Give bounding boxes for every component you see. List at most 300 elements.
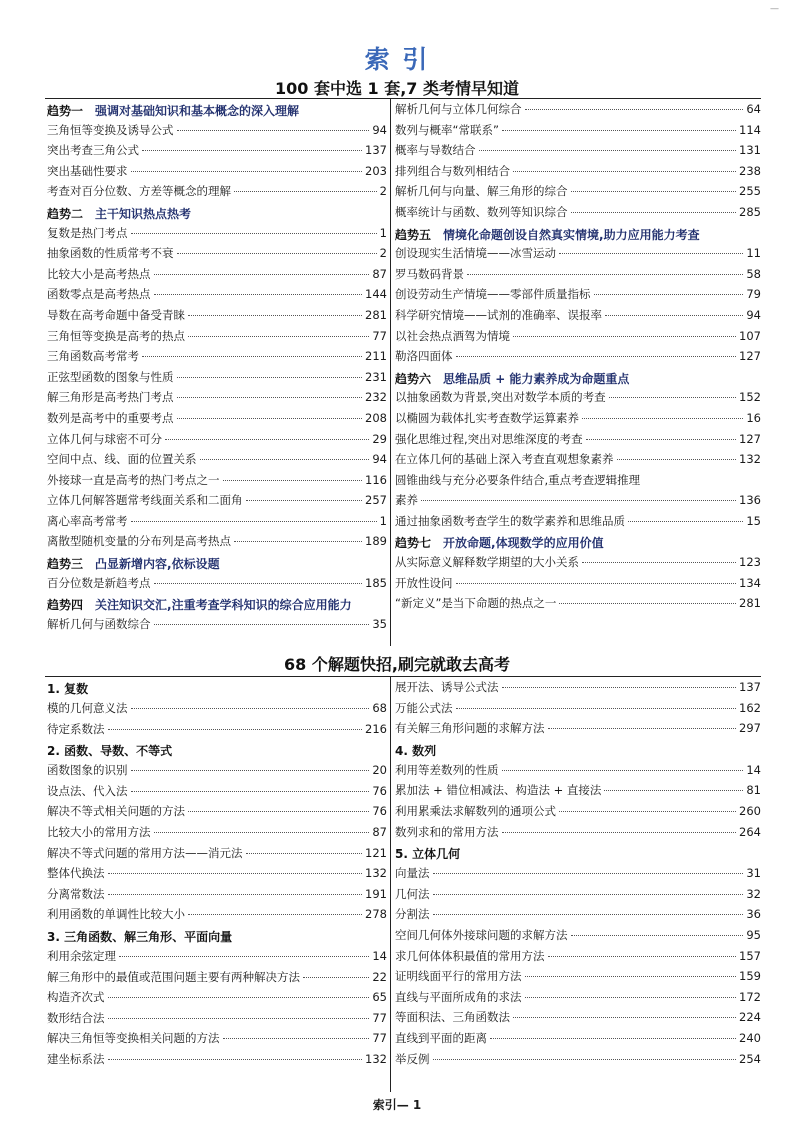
- index-entry: [395, 245, 761, 266]
- page-number: 144: [365, 287, 387, 302]
- entry-title: 科学研究情境——试剂的准确率、误报率: [395, 307, 602, 322]
- leader-dots: [177, 377, 363, 378]
- leader-dots: [234, 191, 377, 192]
- index-entry: [395, 679, 761, 700]
- page-number: 285: [739, 204, 761, 219]
- leader-dots: [456, 583, 737, 584]
- entry-title: 创设劳动生产情境——零部件质量指标: [395, 287, 591, 302]
- page-number: 58: [746, 266, 761, 281]
- leader-dots: [617, 459, 737, 460]
- index-entry: [47, 803, 387, 824]
- leader-dots: [154, 832, 370, 833]
- index-entry: [47, 513, 387, 534]
- page-number: 240: [739, 1030, 761, 1045]
- leader-dots: [154, 624, 370, 625]
- leader-dots: [154, 294, 363, 295]
- index-entry: [47, 492, 387, 513]
- index-entry: [395, 348, 761, 369]
- page-number: 116: [365, 472, 387, 487]
- page-number: 87: [372, 824, 387, 839]
- page-number: 157: [739, 948, 761, 963]
- leader-dots: [571, 191, 737, 192]
- leader-dots: [131, 791, 370, 792]
- leader-dots: [188, 811, 369, 812]
- leader-dots: [177, 253, 377, 254]
- index-entry: [395, 451, 761, 472]
- entry-title: 导数在高考命题中备受青睐: [47, 307, 185, 322]
- index-entry: [395, 824, 761, 845]
- trend-heading: [47, 595, 387, 616]
- page-number: 137: [365, 143, 387, 158]
- page-number: 162: [739, 700, 761, 715]
- entry-title: 正弦型函数的图象与性质: [47, 369, 174, 384]
- entry-title: 万能公式法: [395, 700, 453, 715]
- entry-title: 举反例: [395, 1051, 430, 1066]
- page-number: 65: [372, 990, 387, 1005]
- entry-title: 数列与概率“常联系”: [395, 122, 499, 137]
- trend-number: 趋势三: [47, 557, 84, 572]
- index-entry: [47, 721, 387, 742]
- leader-dots: [559, 603, 736, 604]
- page-number: 137: [739, 680, 761, 694]
- trend-number: 趋势六: [395, 371, 432, 386]
- entry-title: 创设现实生活情境——冰雪运动: [395, 246, 556, 261]
- leader-dots: [131, 521, 377, 522]
- leader-dots: [609, 397, 736, 398]
- page-number: 189: [365, 534, 387, 549]
- index-entry: [47, 762, 387, 783]
- leader-dots: [582, 562, 736, 563]
- trend-heading: [395, 533, 761, 554]
- page-number: 76: [372, 804, 387, 819]
- page-number: 121: [365, 845, 387, 860]
- leader-dots: [200, 459, 370, 460]
- page-number: 152: [739, 390, 761, 405]
- entry-title: 利用等差数列的性质: [395, 762, 499, 777]
- index-entry: [47, 783, 387, 804]
- index-entry: [47, 906, 387, 927]
- part1-right-column: [395, 101, 761, 616]
- leader-dots: [456, 708, 737, 709]
- page-number: 77: [372, 1010, 387, 1025]
- trend-heading: [47, 554, 387, 575]
- leader-dots: [433, 914, 744, 915]
- index-entry: [47, 886, 387, 907]
- entry-title: 离散型随机变量的分布列是高考热点: [47, 534, 231, 549]
- index-entry-line: [395, 472, 761, 493]
- entry-title: 三角函数高考常考: [47, 349, 139, 364]
- index-entry: [395, 886, 761, 907]
- leader-dots: [246, 853, 363, 854]
- entry-title: 分割法: [395, 907, 430, 922]
- page-number: 87: [372, 266, 387, 281]
- entry-title: 以椭圆为载体扎实考查数学运算素养: [395, 410, 579, 425]
- leader-dots: [131, 233, 377, 234]
- page-number: 185: [365, 575, 387, 590]
- entry-title: 突出考查三角公式: [47, 143, 139, 158]
- page-number: 16: [746, 410, 761, 425]
- entry-title: 设点法、代入法: [47, 783, 128, 798]
- trend-title: 关注知识交汇,注重考查学科知识的综合应用能力: [95, 598, 352, 613]
- leader-dots: [108, 997, 370, 998]
- trend-title: 情境化命题创设自然真实情境,助力应用能力考查: [443, 227, 700, 242]
- entry-title: 直线与平面所成角的求法: [395, 989, 522, 1004]
- index-entry: [395, 286, 761, 307]
- leader-dots: [154, 583, 363, 584]
- trend-title: 凸显新增内容,依标设题: [95, 557, 220, 572]
- entry-title: 求几何体体积最值的常用方法: [395, 948, 545, 963]
- page-number: 77: [372, 1031, 387, 1046]
- entry-title: 函数图象的识别: [47, 763, 128, 778]
- page-number: 203: [365, 163, 387, 178]
- entry-title: 解决不等式相关问题的方法: [47, 804, 185, 819]
- divider: [45, 98, 761, 99]
- index-entry: [47, 266, 387, 287]
- index-entry: [395, 307, 761, 328]
- index-entry: [395, 1030, 761, 1051]
- leader-dots: [188, 914, 362, 915]
- trend-title: 思维品质 + 能力素养成为命题重点: [443, 371, 630, 386]
- page-number: 35: [372, 616, 387, 631]
- index-entry: [47, 451, 387, 472]
- entry-title: 等面积法、三角函数法: [395, 1010, 510, 1025]
- entry-title: 排列组合与数列相结合: [395, 163, 510, 178]
- entry-title: 数列求和的常用方法: [395, 824, 499, 839]
- entry-title: 复数是热门考点: [47, 225, 128, 240]
- page-number: 281: [739, 596, 761, 611]
- leader-dots: [594, 294, 744, 295]
- page-number: 232: [365, 390, 387, 405]
- index-entry: [47, 245, 387, 266]
- index-entry: [47, 865, 387, 886]
- index-entry: [47, 969, 387, 990]
- page-number: 107: [739, 328, 761, 343]
- page-number: 64: [746, 102, 761, 116]
- page-number: 297: [739, 721, 761, 736]
- index-entry: [395, 163, 761, 184]
- index-entry: [47, 824, 387, 845]
- entry-title: 以抽象函数为背景,突出对数学本质的考查: [395, 390, 606, 405]
- index-entry: [395, 328, 761, 349]
- index-entry: [47, 948, 387, 969]
- index-entry: [395, 492, 761, 513]
- leader-dots: [303, 977, 369, 978]
- entry-title: 数列是高考中的重要考点: [47, 410, 174, 425]
- page-number: 131: [739, 143, 761, 158]
- page-number: 94: [746, 307, 761, 322]
- entry-title: 整体代换法: [47, 866, 105, 881]
- leader-dots: [559, 811, 736, 812]
- page-number: 136: [739, 493, 761, 508]
- index-entry: [395, 389, 761, 410]
- entry-title: 构造齐次式: [47, 990, 105, 1005]
- index-entry: [47, 286, 387, 307]
- divider: [45, 676, 761, 677]
- entry-title: 在立体几何的基础上深入考查直观想象素养: [395, 452, 614, 467]
- index-entry: [47, 616, 387, 637]
- index-entry: [395, 906, 761, 927]
- entry-title: 突出基础性要求: [47, 163, 128, 178]
- entry-title: 考查对百分位数、方差等概念的理解: [47, 184, 231, 199]
- index-entry: [395, 968, 761, 989]
- page-number: 95: [746, 927, 761, 942]
- index-entry: [47, 389, 387, 410]
- index-entry: [395, 762, 761, 783]
- page-number: 68: [372, 701, 387, 715]
- leader-dots: [108, 894, 363, 895]
- leader-dots: [177, 130, 370, 131]
- trend-number: 趋势五: [395, 227, 432, 242]
- index-entry: [395, 989, 761, 1010]
- leader-dots: [108, 1059, 363, 1060]
- page-number: 191: [365, 886, 387, 901]
- index-entry: [395, 575, 761, 596]
- page-number: 77: [372, 328, 387, 343]
- leader-dots: [433, 1059, 737, 1060]
- entry-title: 比较大小的常用方法: [47, 824, 151, 839]
- page-number: 281: [365, 307, 387, 322]
- page-number: 172: [739, 989, 761, 1004]
- leader-dots: [513, 171, 736, 172]
- page-number: 260: [739, 803, 761, 818]
- index-entry: [395, 183, 761, 204]
- page-number: 14: [746, 762, 761, 777]
- part1-left-column: [47, 101, 387, 636]
- leader-dots: [223, 480, 363, 481]
- index-entry: [395, 782, 761, 803]
- index-entry: [395, 803, 761, 824]
- trend-heading: [47, 204, 387, 225]
- page-number: 11: [746, 246, 761, 261]
- entry-title: 解析几何与函数综合: [47, 616, 151, 631]
- page-number: 238: [739, 163, 761, 178]
- leader-dots: [131, 770, 370, 771]
- entry-title: 通过抽象函数考查学生的数学素养和思维品质: [395, 513, 625, 528]
- leader-dots: [502, 687, 737, 688]
- entry-title: 离心率高考常考: [47, 513, 128, 528]
- page-number: 257: [365, 493, 387, 508]
- index-entry: [395, 720, 761, 741]
- page-number: 79: [746, 287, 761, 302]
- page-number: 278: [365, 907, 387, 922]
- index-entry: [47, 989, 387, 1010]
- page-number: 1: [379, 513, 387, 528]
- page-title: 索 引: [364, 45, 430, 74]
- entry-title: 待定系数法: [47, 721, 105, 736]
- page-number: 134: [739, 575, 761, 590]
- index-entry: [47, 163, 387, 184]
- part1-heading: 100 套中选 1 套,7 类考情早知道: [274, 79, 520, 98]
- leader-dots: [525, 997, 737, 998]
- index-entry: [395, 266, 761, 287]
- trend-title: 开放命题,体现数学的应用价值: [443, 536, 604, 551]
- entry-title: 直线到平面的距离: [395, 1030, 487, 1045]
- leader-dots: [559, 253, 743, 254]
- page-number: 231: [365, 369, 387, 384]
- index-entry: [47, 348, 387, 369]
- index-entry: [47, 533, 387, 554]
- page-number: 1: [379, 225, 387, 240]
- trend-number: 趋势七: [395, 536, 432, 551]
- page-number: 2: [379, 184, 387, 199]
- page-number: 123: [739, 555, 761, 570]
- leader-dots: [502, 130, 736, 131]
- section-heading: 2. 函数、导数、不等式: [47, 744, 173, 759]
- entry-title: 几何法: [395, 886, 430, 901]
- entry-title: 利用函数的单调性比较大小: [47, 907, 185, 922]
- entry-title: 圆锥曲线与充分必要条件结合,重点考查逻辑推理: [395, 472, 641, 487]
- index-entry: [47, 575, 387, 596]
- index-entry: [395, 554, 761, 575]
- section-heading: 5. 立体几何: [395, 847, 461, 862]
- leader-dots: [177, 397, 363, 398]
- page-number: 127: [739, 431, 761, 446]
- leader-dots: [525, 109, 744, 110]
- leader-dots: [525, 976, 737, 977]
- page-number: 76: [372, 783, 387, 798]
- page-number: 31: [746, 866, 761, 881]
- entry-title: 展开法、诱导公式法: [395, 680, 499, 694]
- page-number: 132: [365, 1051, 387, 1066]
- leader-dots: [628, 521, 743, 522]
- leader-dots: [131, 171, 363, 172]
- leader-dots: [223, 1038, 370, 1039]
- index-entry: [395, 700, 761, 721]
- leader-dots: [467, 274, 743, 275]
- entry-title: 解析几何与向量、解三角形的综合: [395, 184, 568, 199]
- page-number: 32: [746, 886, 761, 901]
- index-entry: [47, 845, 387, 866]
- page-number: 2: [379, 246, 387, 261]
- leader-dots: [188, 315, 362, 316]
- leader-dots: [108, 729, 363, 730]
- trend-heading: [395, 369, 761, 390]
- page-number: 94: [372, 452, 387, 467]
- index-entry: [395, 948, 761, 969]
- index-entry: [47, 307, 387, 328]
- entry-title: “新定义”是当下命题的热点之一: [395, 596, 557, 611]
- trend-title: 强调对基础知识和基本概念的深入理解: [95, 104, 300, 118]
- page-number: 127: [739, 349, 761, 364]
- leader-dots: [165, 439, 369, 440]
- section-heading: 3. 三角函数、解三角形、平面向量: [47, 929, 233, 944]
- entry-title: 立体几何解答题常考线面关系和二面角: [47, 493, 243, 508]
- leader-dots: [502, 832, 737, 833]
- index-entry: [395, 431, 761, 452]
- entry-title: 累加法 + 错位相减法、构造法 + 直接法: [395, 783, 602, 798]
- entry-title: 概率统计与函数、数列等知识综合: [395, 204, 568, 219]
- leader-dots: [502, 770, 744, 771]
- entry-title: 利用余弦定理: [47, 948, 116, 963]
- trend-number: 趋势四: [47, 598, 84, 613]
- leader-dots: [548, 728, 737, 729]
- page-number: 159: [739, 969, 761, 984]
- leader-dots: [433, 873, 744, 874]
- index-entry: [395, 122, 761, 143]
- leader-dots: [513, 336, 736, 337]
- part2-right-column: [395, 679, 761, 1071]
- leader-dots: [119, 956, 369, 957]
- page-number: 14: [372, 948, 387, 963]
- leader-dots: [586, 439, 736, 440]
- index-entry: [47, 1051, 387, 1072]
- entry-title: 函数零点是高考热点: [47, 287, 151, 302]
- entry-title: 解三角形中的最值或范围问题主要有两种解决方法: [47, 969, 300, 984]
- entry-title: 罗马数码背景: [395, 266, 464, 281]
- leader-dots: [479, 150, 737, 151]
- entry-title: 强化思维过程,突出对思维深度的考查: [395, 431, 583, 446]
- index-entry: [47, 142, 387, 163]
- index-entry: [47, 225, 387, 246]
- index-entry: [395, 101, 761, 122]
- entry-title: 数形结合法: [47, 1010, 105, 1025]
- trend-heading: [395, 225, 761, 246]
- entry-title: 分离常数法: [47, 886, 105, 901]
- page-number: 264: [739, 824, 761, 839]
- index-entry: [47, 472, 387, 493]
- page-number: 94: [372, 122, 387, 137]
- entry-title: 开放性设问: [395, 575, 453, 590]
- leader-dots: [234, 541, 362, 542]
- part2-left-column: [47, 679, 387, 1072]
- index-entry: [395, 204, 761, 225]
- index-entry: [47, 1030, 387, 1051]
- leader-dots: [571, 935, 744, 936]
- leader-dots: [188, 336, 369, 337]
- leader-dots: [456, 356, 737, 357]
- index-entry: [47, 410, 387, 431]
- leader-dots: [142, 150, 362, 151]
- leader-dots: [513, 1017, 736, 1018]
- index-entry: [395, 142, 761, 163]
- trend-heading: [47, 101, 387, 122]
- page-number: 216: [365, 721, 387, 736]
- entry-title: 空间中点、线、面的位置关系: [47, 452, 197, 467]
- leader-dots: [548, 956, 737, 957]
- trend-number: 趋势一: [47, 104, 84, 118]
- leader-dots: [604, 790, 743, 791]
- page-number: 29: [372, 431, 387, 446]
- index-entry: [395, 595, 761, 616]
- leader-dots: [108, 873, 363, 874]
- leader-dots: [108, 1018, 370, 1019]
- entry-title: 有关解三角形问题的求解方法: [395, 721, 545, 736]
- section-heading: 1. 复数: [47, 682, 89, 696]
- page-number: 254: [739, 1051, 761, 1066]
- index-entry: [47, 1010, 387, 1031]
- entry-title: 模的几何意义法: [47, 701, 128, 715]
- entry-title: 利用累乘法求解数列的通项公式: [395, 803, 556, 818]
- index-entry: [395, 410, 761, 431]
- page-footer: 索引— 1: [372, 1098, 422, 1112]
- leader-dots: [154, 274, 370, 275]
- entry-title: 从实际意义解释数学期望的大小关系: [395, 555, 579, 570]
- index-entry: [47, 369, 387, 390]
- page-number: 208: [365, 410, 387, 425]
- entry-title: 以社会热点酒驾为情境: [395, 328, 510, 343]
- leader-dots: [582, 418, 743, 419]
- page-number: 81: [746, 783, 761, 798]
- entry-title: 三角恒等变换是高考的热点: [47, 328, 185, 343]
- page-number: 224: [739, 1010, 761, 1025]
- leader-dots: [571, 212, 737, 213]
- entry-title: 素养: [395, 493, 418, 508]
- entry-title: 解三角形是高考热门考点: [47, 390, 174, 405]
- entry-title: 比较大小是高考热点: [47, 266, 151, 281]
- entry-title: 向量法: [395, 866, 430, 881]
- page-number: 20: [372, 763, 387, 778]
- page-number: 114: [739, 122, 761, 137]
